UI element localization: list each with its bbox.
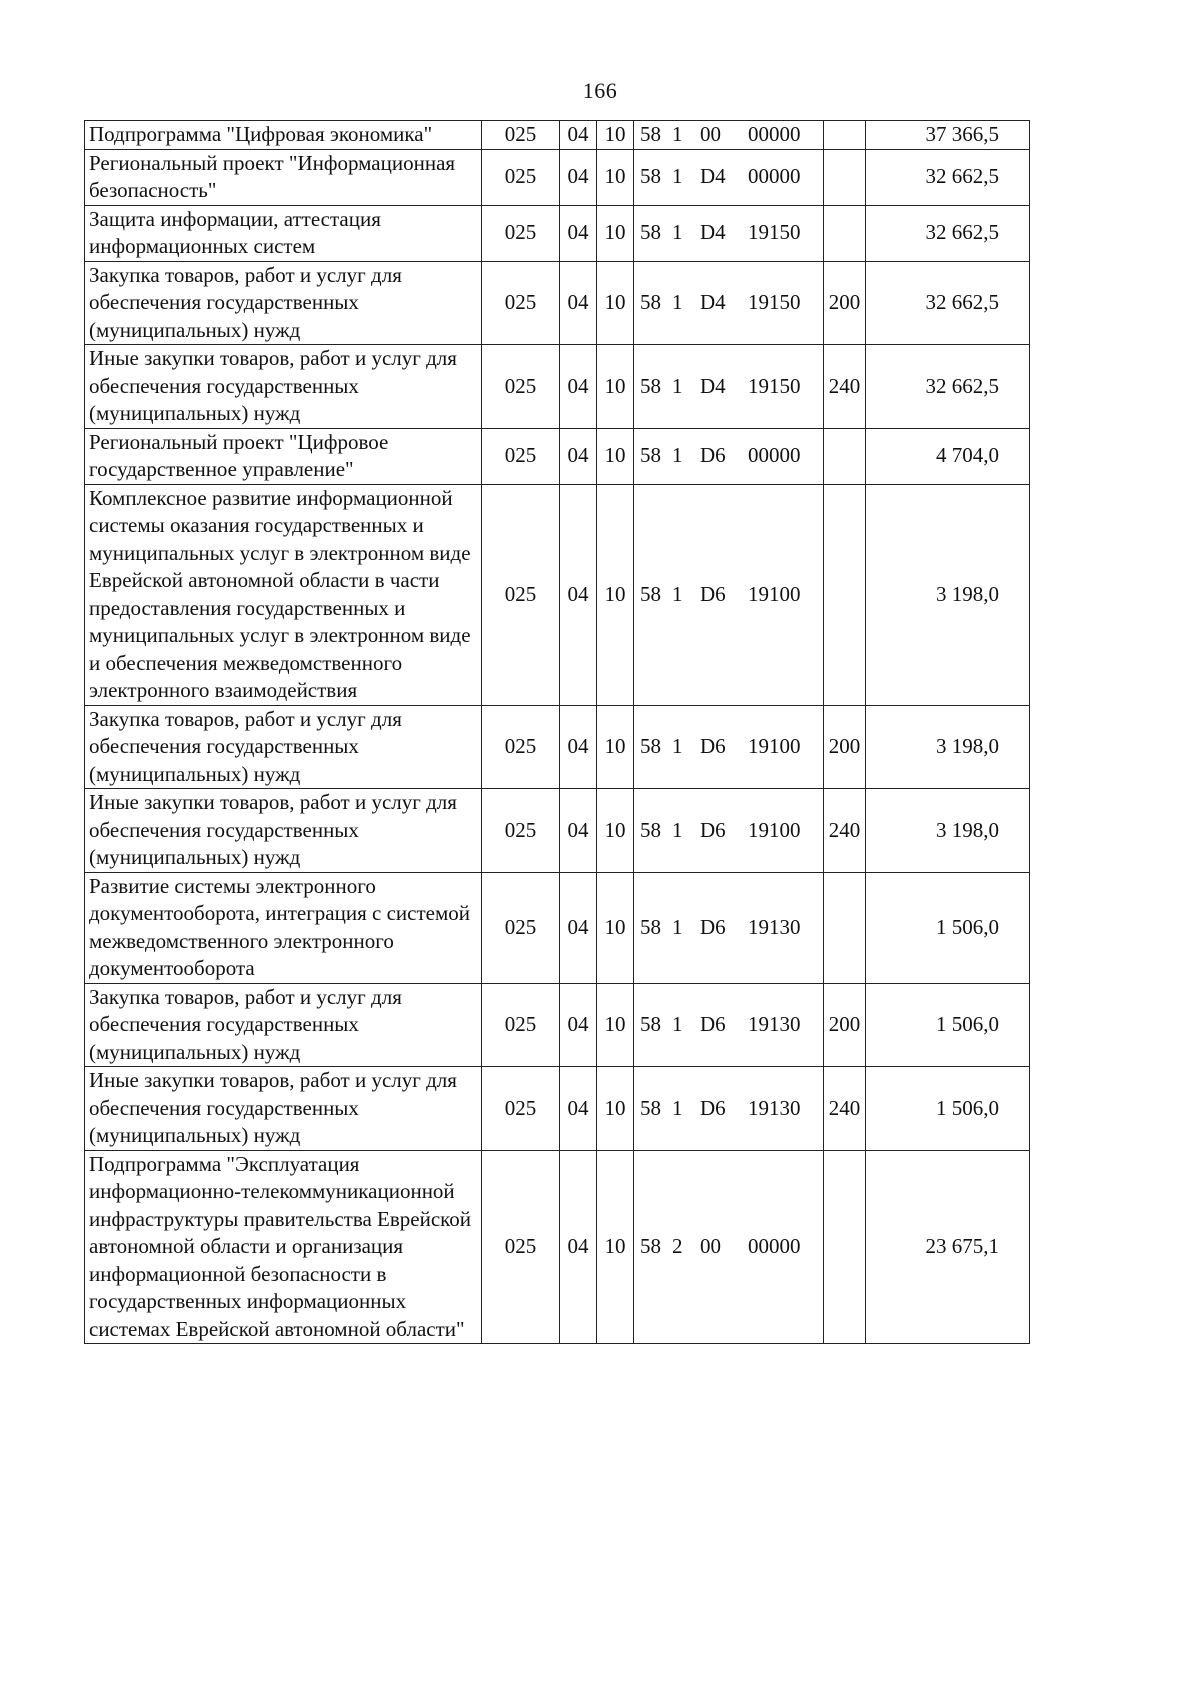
row-amount: 3 198,0 xyxy=(866,484,1030,705)
table-row xyxy=(85,261,1030,345)
target-article-subprogram: 1 xyxy=(672,581,683,606)
page-number: 166 xyxy=(582,78,618,103)
target-article-direction: D6 xyxy=(700,734,726,758)
row-subsection-code: 10 xyxy=(597,484,634,705)
row-subsection-code: 10 xyxy=(597,1067,634,1151)
row-amount: 32 662,5 xyxy=(866,345,1030,429)
row-section-code: 04 xyxy=(560,872,597,983)
table-row xyxy=(85,789,1030,873)
table-row xyxy=(85,484,1030,705)
target-article-code: 19150 xyxy=(748,220,801,245)
target-article-program: 58 xyxy=(640,1012,661,1036)
row-section-code: 04 xyxy=(560,1067,597,1151)
target-article-program: 58 xyxy=(640,373,661,398)
table-row xyxy=(85,1150,1030,1344)
target-article-direction: D6 xyxy=(700,914,726,939)
row-target-article xyxy=(634,261,824,345)
target-article-direction: D6 xyxy=(700,817,726,842)
row-target-article xyxy=(634,121,824,150)
row-subsection-code: 10 xyxy=(597,428,634,484)
target-article-direction: D6 xyxy=(700,1095,726,1120)
target-article-program: 58 xyxy=(640,122,661,146)
target-article-program: 58 xyxy=(640,914,661,939)
row-target-article xyxy=(634,484,824,705)
target-article-subprogram: 1 xyxy=(672,1012,683,1036)
row-name: Комплексное развитие информационной системы оказания государственных и муниципальных услуг в электронном виде Еврейской автономной области в части предоставления государственных и муниципальных услуг в электронном виде и обеспечения межведомственного электронного взаимодействия xyxy=(85,484,482,705)
row-grbs-code: 025 xyxy=(482,484,560,705)
row-expense-type xyxy=(824,121,866,150)
target-article-program: 58 xyxy=(640,443,661,468)
row-section-code: 04 xyxy=(560,149,597,205)
target-article-direction: D6 xyxy=(700,1012,726,1036)
row-expense-type xyxy=(824,1150,866,1344)
table-row xyxy=(85,149,1030,205)
row-subsection-code: 10 xyxy=(597,205,634,261)
target-article-direction: D4 xyxy=(700,220,726,245)
row-subsection-code: 10 xyxy=(597,261,634,345)
row-grbs-code: 025 xyxy=(482,205,560,261)
row-section-code: 04 xyxy=(560,789,597,873)
table-row xyxy=(85,872,1030,983)
row-section-code: 04 xyxy=(560,205,597,261)
row-amount: 1 506,0 xyxy=(866,872,1030,983)
row-target-article xyxy=(634,705,824,789)
target-article-direction: D6 xyxy=(700,443,726,468)
target-article-program: 58 xyxy=(640,220,661,245)
row-grbs-code: 025 xyxy=(482,789,560,873)
target-article-program: 58 xyxy=(640,164,661,189)
row-expense-type: 240 xyxy=(824,345,866,429)
row-section-code: 04 xyxy=(560,1150,597,1344)
row-grbs-code: 025 xyxy=(482,1067,560,1151)
target-article-subprogram: 1 xyxy=(672,164,683,189)
row-grbs-code: 025 xyxy=(482,705,560,789)
target-article-code: 19130 xyxy=(748,1095,801,1120)
row-target-article xyxy=(634,345,824,429)
row-section-code: 04 xyxy=(560,484,597,705)
row-section-code: 04 xyxy=(560,345,597,429)
row-section-code: 04 xyxy=(560,121,597,150)
row-target-article xyxy=(634,872,824,983)
row-grbs-code: 025 xyxy=(482,121,560,150)
row-grbs-code: 025 xyxy=(482,428,560,484)
row-amount: 1 506,0 xyxy=(866,983,1030,1067)
row-expense-type xyxy=(824,205,866,261)
target-article-code: 19100 xyxy=(748,581,801,606)
row-name: Защита информации, аттестация информационных систем xyxy=(85,205,482,261)
table-row xyxy=(85,705,1030,789)
target-article-direction: D4 xyxy=(700,164,726,189)
target-article-code: 19130 xyxy=(748,1012,801,1036)
row-target-article xyxy=(634,149,824,205)
row-expense-type xyxy=(824,484,866,705)
row-expense-type xyxy=(824,872,866,983)
row-section-code: 04 xyxy=(560,428,597,484)
target-article-subprogram: 1 xyxy=(672,817,683,842)
row-amount: 23 675,1 xyxy=(866,1150,1030,1344)
target-article-direction: 00 xyxy=(700,122,721,146)
table-row xyxy=(85,345,1030,429)
row-expense-type: 240 xyxy=(824,1067,866,1151)
row-grbs-code: 025 xyxy=(482,261,560,345)
row-subsection-code: 10 xyxy=(597,983,634,1067)
table-row xyxy=(85,983,1030,1067)
row-amount: 32 662,5 xyxy=(866,261,1030,345)
target-article-code: 19150 xyxy=(748,290,801,314)
row-target-article xyxy=(634,428,824,484)
budget-table xyxy=(84,120,1030,1344)
target-article-code: 00000 xyxy=(748,1234,801,1258)
row-name: Иные закупки товаров, работ и услуг для обеспечения государственных (муниципальных) нужд xyxy=(85,1067,482,1151)
target-article-program: 58 xyxy=(640,734,661,758)
target-article-code: 19150 xyxy=(748,373,801,398)
row-name: Закупка товаров, работ и услуг для обеспечения государственных (муниципальных) нужд xyxy=(85,261,482,345)
target-article-program: 58 xyxy=(640,290,661,314)
target-article-code: 00000 xyxy=(748,122,801,146)
target-article-program: 58 xyxy=(640,581,661,606)
row-grbs-code: 025 xyxy=(482,983,560,1067)
row-amount: 3 198,0 xyxy=(866,705,1030,789)
row-subsection-code: 10 xyxy=(597,872,634,983)
target-article-code: 19100 xyxy=(748,734,801,758)
row-amount: 32 662,5 xyxy=(866,205,1030,261)
row-name: Региональный проект "Информационная безопасность" xyxy=(85,149,482,205)
row-amount: 3 198,0 xyxy=(866,789,1030,873)
row-name: Региональный проект "Цифровое государственное управление" xyxy=(85,428,482,484)
target-article-subprogram: 2 xyxy=(672,1234,683,1258)
target-article-code: 19100 xyxy=(748,817,801,842)
table-row xyxy=(85,428,1030,484)
row-target-article xyxy=(634,789,824,873)
row-amount: 32 662,5 xyxy=(866,149,1030,205)
target-article-direction: D4 xyxy=(700,290,726,314)
row-subsection-code: 10 xyxy=(597,705,634,789)
row-name: Закупка товаров, работ и услуг для обеспечения государственных (муниципальных) нужд xyxy=(85,983,482,1067)
target-article-program: 58 xyxy=(640,1095,661,1120)
target-article-subprogram: 1 xyxy=(672,914,683,939)
row-name: Закупка товаров, работ и услуг для обеспечения государственных (муниципальных) нужд xyxy=(85,705,482,789)
row-grbs-code: 025 xyxy=(482,345,560,429)
row-expense-type xyxy=(824,428,866,484)
row-target-article xyxy=(634,1150,824,1344)
row-amount: 37 366,5 xyxy=(866,121,1030,150)
target-article-direction: D6 xyxy=(700,581,726,606)
target-article-subprogram: 1 xyxy=(672,122,683,146)
target-article-subprogram: 1 xyxy=(672,220,683,245)
row-section-code: 04 xyxy=(560,261,597,345)
table-row xyxy=(85,121,1030,150)
row-amount: 1 506,0 xyxy=(866,1067,1030,1151)
row-section-code: 04 xyxy=(560,983,597,1067)
target-article-subprogram: 1 xyxy=(672,373,683,398)
row-subsection-code: 10 xyxy=(597,1150,634,1344)
table-row xyxy=(85,205,1030,261)
row-expense-type: 200 xyxy=(824,261,866,345)
row-subsection-code: 10 xyxy=(597,345,634,429)
row-expense-type: 200 xyxy=(824,705,866,789)
row-section-code: 04 xyxy=(560,705,597,789)
row-expense-type xyxy=(824,149,866,205)
target-article-direction: 00 xyxy=(700,1234,721,1258)
target-article-program: 58 xyxy=(640,817,661,842)
row-amount: 4 704,0 xyxy=(866,428,1030,484)
target-article-code: 19130 xyxy=(748,914,801,939)
row-subsection-code: 10 xyxy=(597,121,634,150)
row-subsection-code: 10 xyxy=(597,789,634,873)
table-row xyxy=(85,1067,1030,1151)
row-target-article xyxy=(634,1067,824,1151)
target-article-program: 58 xyxy=(640,1234,661,1258)
target-article-direction: D4 xyxy=(700,373,726,398)
row-name: Развитие системы электронного документооборота, интеграция с системой межведомственного электронного документооборота xyxy=(85,872,482,983)
row-name: Иные закупки товаров, работ и услуг для обеспечения государственных (муниципальных) нужд xyxy=(85,789,482,873)
row-grbs-code: 025 xyxy=(482,1150,560,1344)
row-name: Иные закупки товаров, работ и услуг для обеспечения государственных (муниципальных) нужд xyxy=(85,345,482,429)
target-article-code: 00000 xyxy=(748,164,801,189)
target-article-subprogram: 1 xyxy=(672,290,683,314)
row-target-article xyxy=(634,205,824,261)
row-expense-type: 240 xyxy=(824,789,866,873)
row-subsection-code: 10 xyxy=(597,149,634,205)
row-grbs-code: 025 xyxy=(482,872,560,983)
row-name: Подпрограмма "Эксплуатация информационно-телекоммуникационной инфраструктуры правительства Еврейской автономной области и организация информационной безопасности в государственных информационных системах Еврейской автономной области" xyxy=(85,1150,482,1344)
row-target-article xyxy=(634,983,824,1067)
row-grbs-code: 025 xyxy=(482,149,560,205)
target-article-subprogram: 1 xyxy=(672,734,683,758)
row-name: Подпрограмма "Цифровая экономика" xyxy=(85,121,482,150)
target-article-code: 00000 xyxy=(748,443,801,468)
target-article-subprogram: 1 xyxy=(672,1095,683,1120)
target-article-subprogram: 1 xyxy=(672,443,683,468)
table-body xyxy=(85,121,1030,1344)
row-expense-type: 200 xyxy=(824,983,866,1067)
